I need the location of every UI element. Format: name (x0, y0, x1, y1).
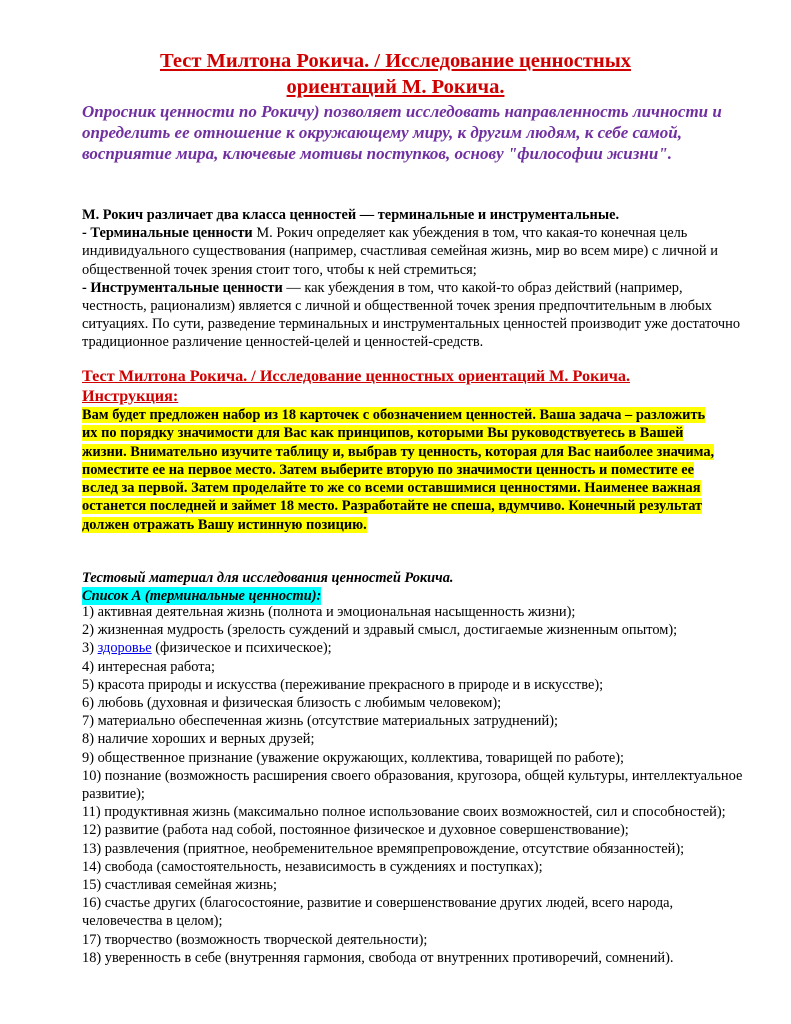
list-item: 5) красота природы и искусства (переживание прекрасного в природе и в искусстве); (82, 676, 604, 693)
list-item: 9) общественное признание (уважение окружающих, коллектива, товарищей по работе); (82, 749, 624, 766)
terminal-values-list (82, 603, 747, 967)
list-item-prefix: 3) (82, 640, 98, 657)
list-item: 1) активная деятельная жизнь (полнота и эмоциональная насыщенность жизни); (82, 604, 576, 620)
list-item-suffix: (физическое и психическое); (151, 640, 332, 657)
list-item: 14) свобода (самостоятельность, независимость в суждениях и поступках); (82, 858, 543, 875)
list-item: 16) счастье других (благосостояние, развитие и совершенствование других людей, всего народа, человечества в целом); (82, 895, 674, 930)
list-item: 2) жизненная мудрость (зрелость суждений и здравый смысл, достигаемые жизненным опытом); (82, 622, 678, 639)
value-classes-section (82, 206, 747, 352)
test-material-heading: Тестовый материал для исследования ценностей Рокича. (82, 570, 454, 586)
list-item: 11) продуктивная жизнь (максимально полное использование своих возможностей, сил и способностей); (82, 804, 726, 821)
terminal-values-paragraph (82, 224, 747, 279)
health-link[interactable]: здоровье (97, 640, 152, 657)
instrumental-values-paragraph (82, 279, 747, 352)
list-item-health (82, 639, 747, 657)
list-item: 17) творчество (возможность творческой деятельности); (82, 931, 428, 948)
page-title-line-1: Тест Милтона Рокича. / Исследование ценностных (160, 50, 631, 72)
instruction-paragraph (82, 406, 722, 534)
list-item: 7) материально обеспеченная жизнь (отсутствие материальных затруднений); (82, 713, 558, 730)
page-title (0, 48, 791, 100)
list-a-title: Список А (терминальные ценности): (82, 588, 322, 604)
page-title-line-2: ориентаций М. Рокича. (286, 76, 505, 98)
terminal-values-label: - Терминальные ценности (82, 225, 253, 242)
list-item: 15) счастливая семейная жизнь; (82, 877, 277, 894)
list-item: 18) уверенность в себе (внутренняя гармония, свобода от внутренних противоречий, сомнений). (82, 949, 674, 966)
section-title: Тест Милтона Рокича. / Исследование ценностных ориентаций М. Рокича. (82, 367, 631, 385)
terminal-values-text: М. Рокич определяет как убеждения в том, что какая-то конечная цель индивидуального существования (например, счастливая семейная жизнь, мир во всем мире) с личной и общественной точек зрения стоит того, чтобы к ней стремиться; (82, 225, 718, 278)
section-heading (82, 367, 747, 406)
instruction-label: Инструкция: (82, 386, 179, 405)
classes-lead-text: М. Рокич различает два класса ценностей — терминальные и инструментальные. (82, 207, 620, 223)
instruction-text: Вам будет предложен набор из 18 карточек с обозначением ценностей. Ваша задача – разложить их по порядку значимости для Вас как принципов, которыми Вы руководствуетесь в Вашей жизни. Внимательно изучите таблицу и, выбрав ту ценность, которая для Вас наиболее значима, поместите ее на первое место. Затем выберите вторую по значимости ценность и поместите ее вслед за первой. Затем проделайте то же со всеми оставшимися ценностями. Наименее важная останется последней и займет 18 место. Разработайте не спеша, вдумчиво. Конечный результат должен отражать Вашу истинную позицию. (82, 407, 715, 533)
list-item: 12) развитие (работа над собой, постоянное физическое и духовное совершенствование); (82, 822, 629, 839)
list-item: 10) познание (возможность расширения своего образования, кругозора, общей культуры, интеллектуальное развитие); (82, 767, 743, 803)
list-item: 8) наличие хороших и верных друзей; (82, 731, 315, 748)
instrumental-values-text: — как убеждения в том, что какой-то образ действий (например, честность, рационализм) является с личной и общественной точек зрения предпочтительным в любых ситуациях. По сути, разведение терминальных и инструментальных ценностей производит уже достаточно традиционное различение ценностей-целей и ценностей-средств. (82, 279, 741, 351)
list-item: 6) любовь (духовная и физическая близость с любимым человеком); (82, 695, 502, 712)
list-item: 4) интересная работа; (82, 658, 216, 675)
classes-lead (82, 206, 747, 224)
list-item: 13) развлечения (приятное, необременительное времяпрепровождение, отсутствие обязанностей); (82, 840, 685, 857)
intro-paragraph: Опросник ценности по Рокичу) позволяет исследовать направленность личности и определить ее отношение к окружающему миру, к другим людям, к себе самой, восприятие мира, ключевые мотивы поступков, основу "философии жизни". (82, 102, 722, 163)
instrumental-values-label: - Инструментальные ценности (82, 279, 283, 296)
